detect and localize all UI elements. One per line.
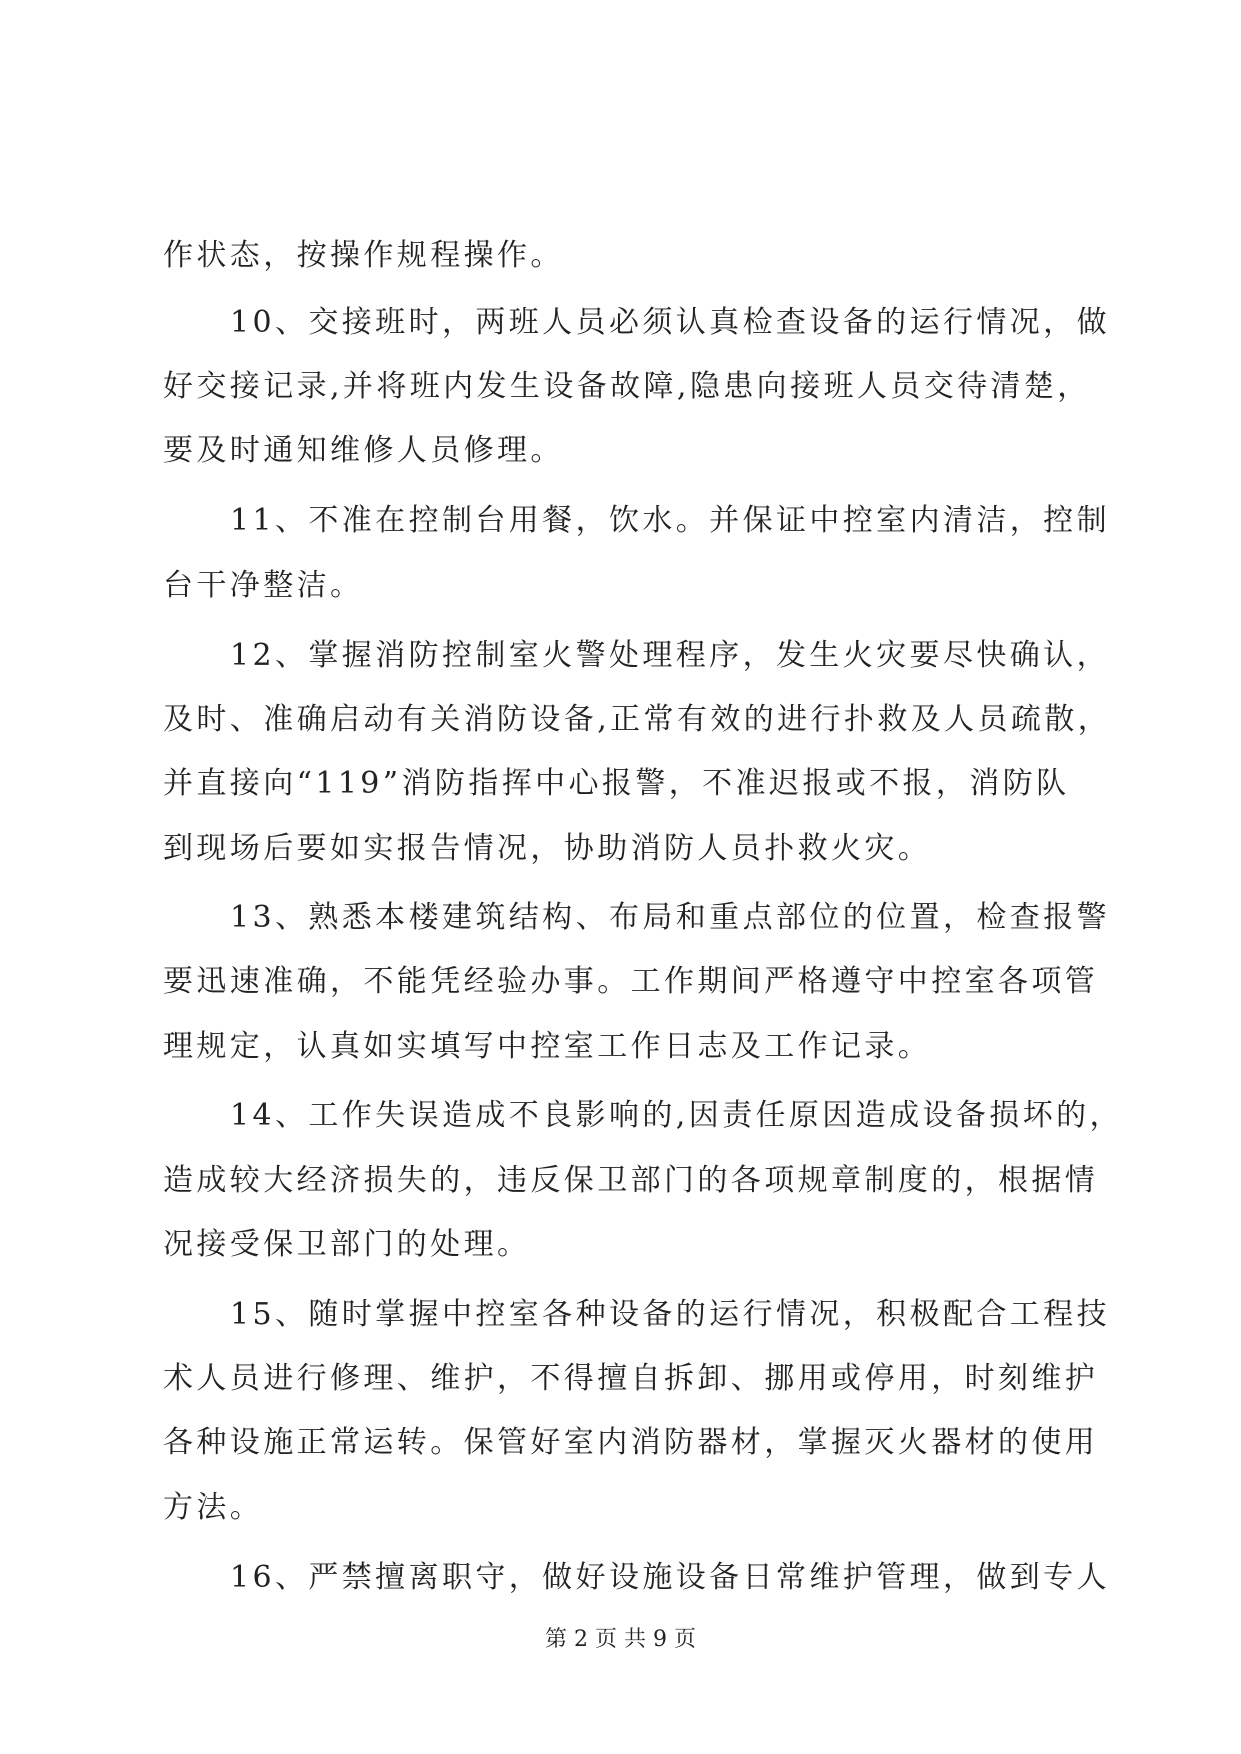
text-line: 理规定，认真如实填写中控室工作日志及工作记录。: [163, 1029, 932, 1064]
text-line: 各种设施正常运转。保管好室内消防器材，掌握灭火器材的使用: [163, 1425, 1099, 1460]
text-line: 好交接记录,并将班内发生设备故障,隐患向接班人员交待清楚，: [163, 369, 1091, 404]
text-line: 并直接向“119”消防指挥中心报警，不准迟报或不报，消防队: [163, 766, 1070, 801]
text-line: 10、交接班时，两班人员必须认真检查设备的运行情况，做: [230, 305, 1110, 340]
page-number: 第 2 页 共 9 页: [545, 1627, 696, 1652]
text-line: 术人员进行修理、维护，不得擅自拆卸、挪用或停用，时刻维护: [163, 1361, 1099, 1396]
text-line: 要及时通知维修人员修理。: [163, 433, 564, 468]
text-line: 及时、准确启动有关消防设备,正常有效的进行扑救及人员疏散，: [163, 702, 1112, 737]
text-line: 况接受保卫部门的处理。: [163, 1227, 531, 1262]
text-line: 到现场后要如实报告情况，协助消防人员扑救火灾。: [163, 831, 932, 866]
text-line: 方法。: [163, 1490, 264, 1525]
text-line: 11、不准在控制台用餐，饮水。并保证中控室内清洁，控制: [230, 503, 1110, 538]
text-line: 要迅速准确，不能凭经验办事。工作期间严格遵守中控室各项管: [163, 964, 1099, 999]
text-line: 16、严禁擅离职守，做好设施设备日常维护管理，做到专人: [230, 1560, 1110, 1595]
text-line: 台干净整洁。: [163, 568, 364, 603]
text-line: 15、随时掌握中控室各种设备的运行情况，积极配合工程技: [230, 1297, 1110, 1332]
text-line: 造成较大经济损失的，违反保卫部门的各项规章制度的，根据情: [163, 1163, 1099, 1198]
text-line: 作状态，按操作规程操作。: [163, 238, 564, 273]
text-line: 12、掌握消防控制室火警处理程序，发生火灾要尽快确认，: [230, 638, 1110, 673]
text-line: 13、熟悉本楼建筑结构、布局和重点部位的位置，检查报警: [230, 900, 1110, 935]
text-line: 14、工作失误造成不良影响的,因责任原因造成设备损坏的，: [230, 1098, 1123, 1133]
